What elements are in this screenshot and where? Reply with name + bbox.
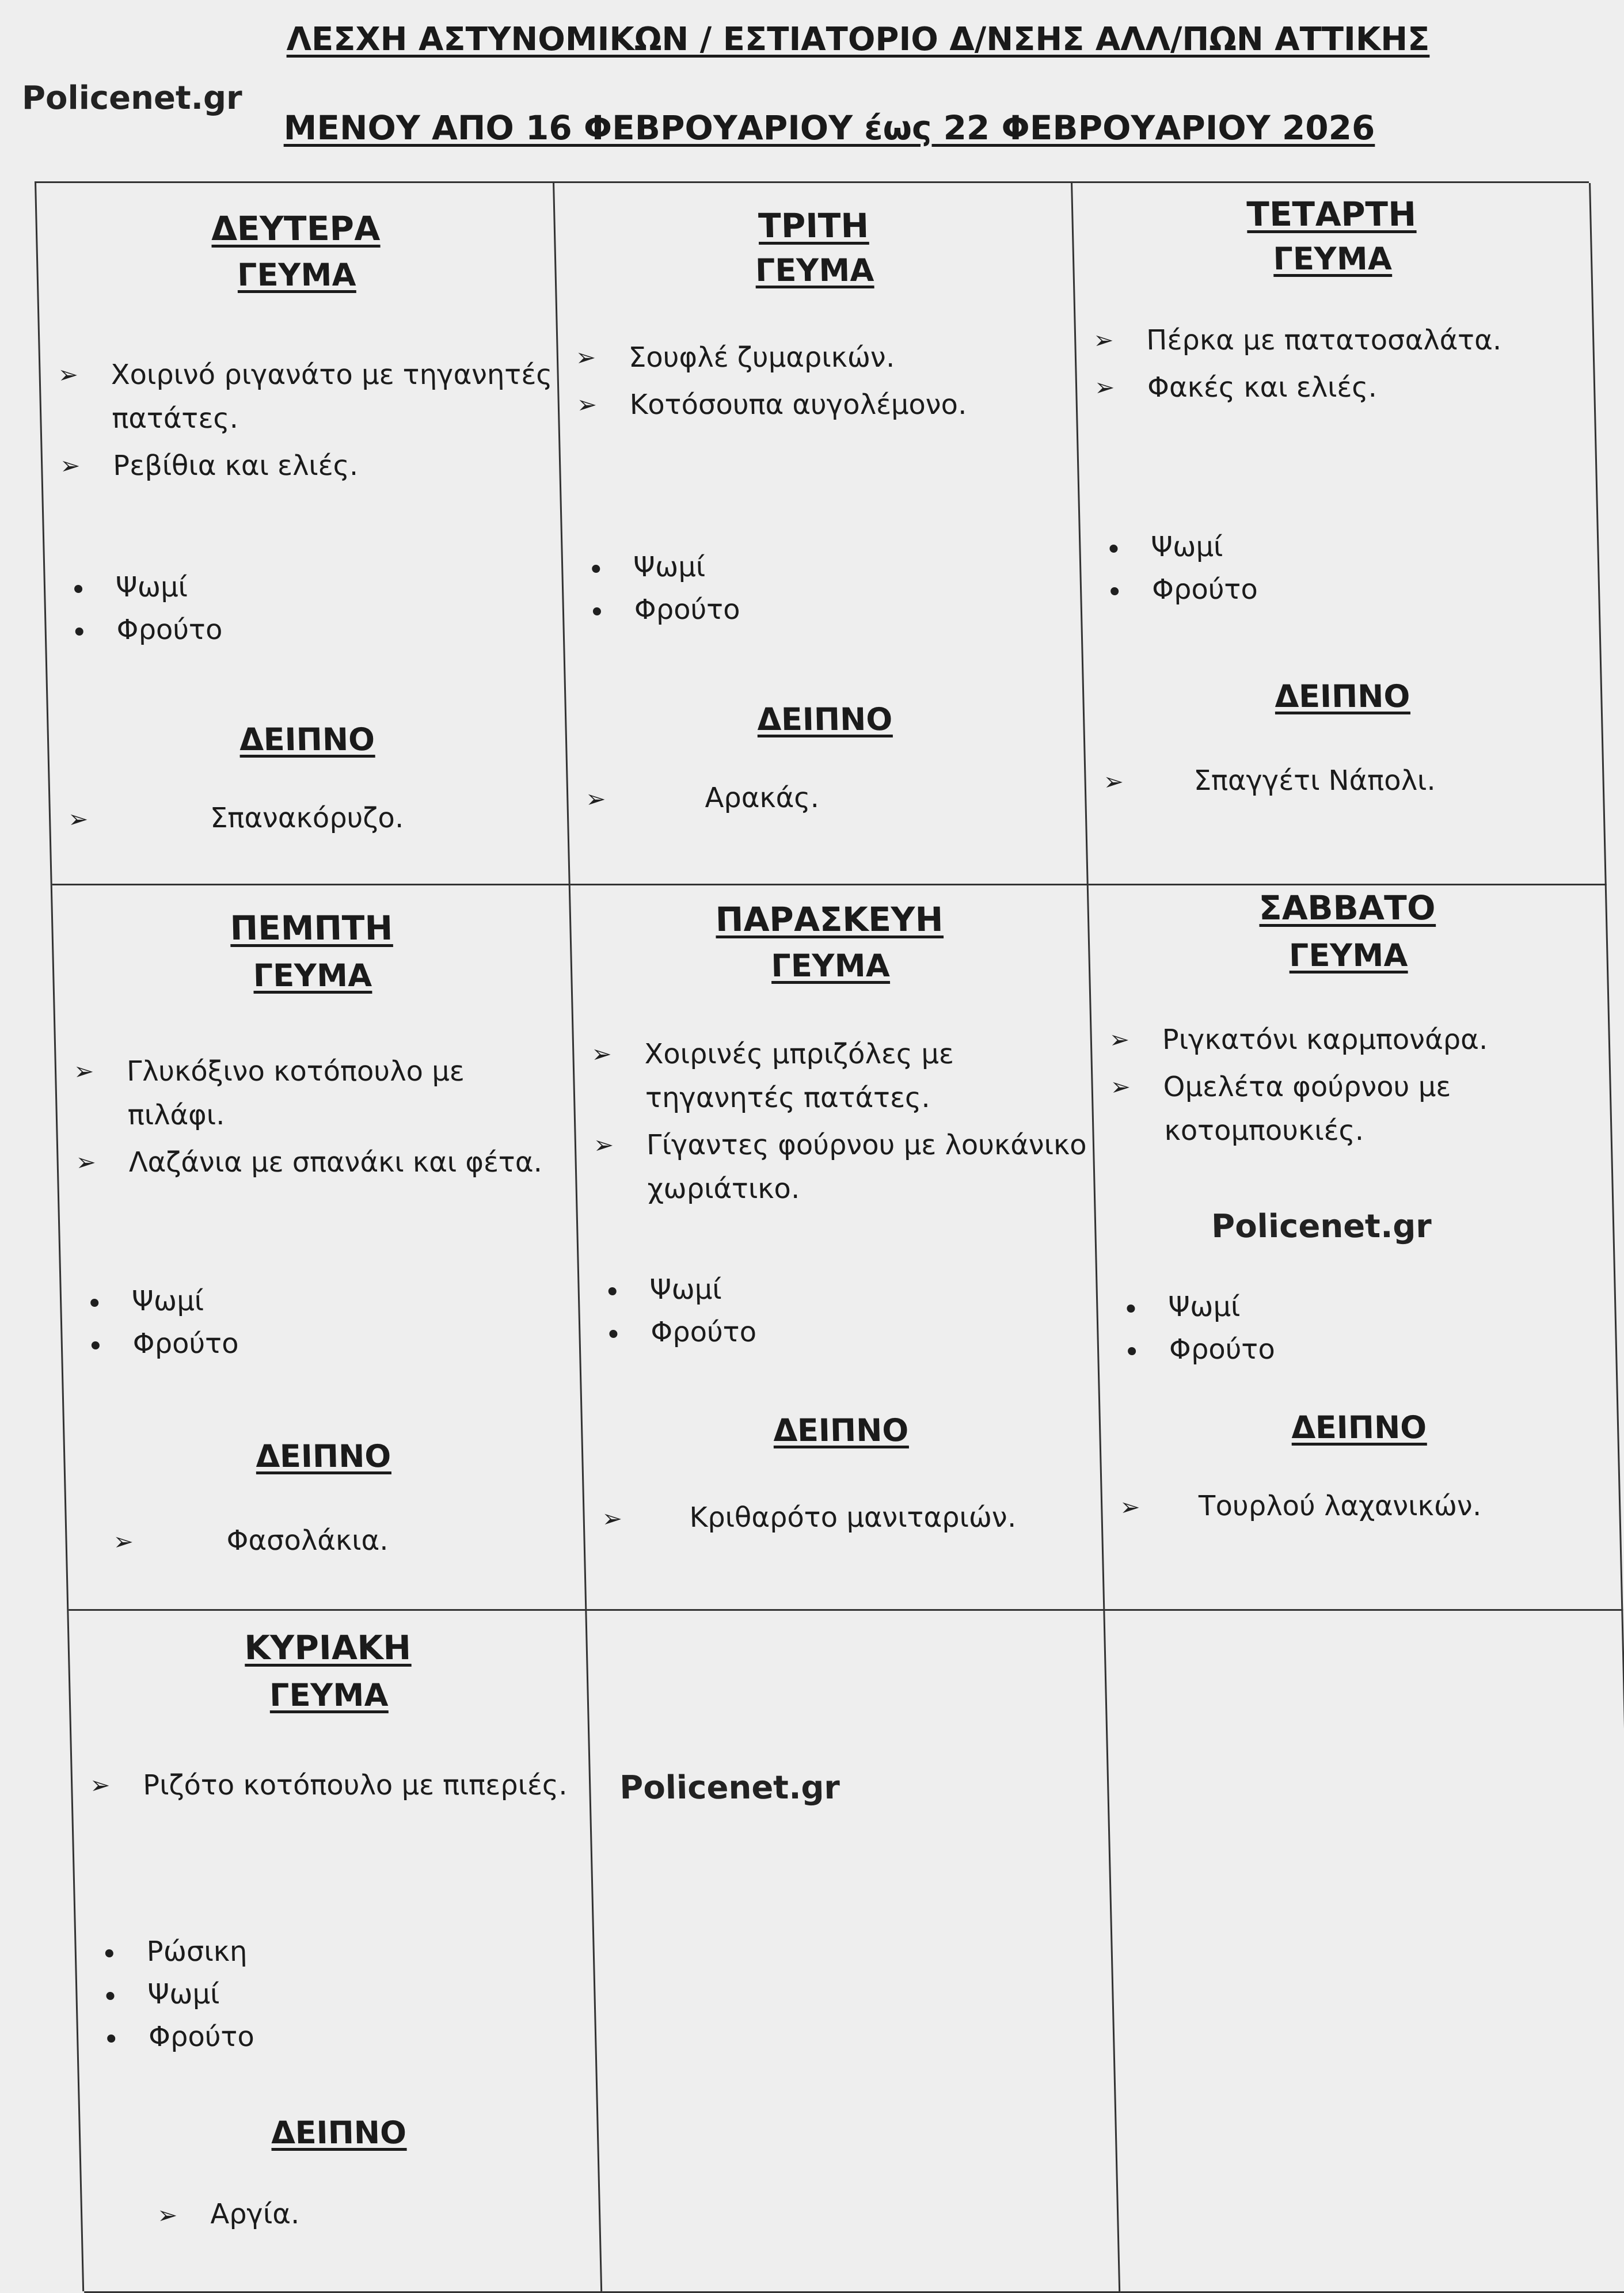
lunch-dish: ➢ Ομελέτα φούρνου με κοτομπουκιές. (1110, 1065, 1607, 1153)
arrow-bullet-icon: ➢ (585, 785, 607, 813)
dinner-dish: ➢ Τουρλού λαχανικών. (1119, 1484, 1615, 1529)
side-items (62, 566, 559, 651)
lunch-heading: ΓΕΥΜΑ (755, 252, 874, 288)
lunch-dish: ➢ Σουφλέ ζυμαρικών. (575, 336, 1071, 379)
side-item: Ψωμί (62, 566, 558, 609)
lunch-heading: ΓΕΥΜΑ (253, 957, 372, 994)
day-cell-saturday (1089, 885, 1623, 1611)
dot-bullet-icon (1128, 1347, 1136, 1355)
dinner-dish: ➢ Φασολάκια. (84, 1519, 580, 1564)
arrow-bullet-icon: ➢ (1093, 326, 1115, 354)
lunch-heading: ΓΕΥΜΑ (269, 1677, 389, 1713)
lunch-dish: ➢ Φακές και ελιές. (1094, 366, 1590, 409)
day-cell-tuesday (554, 183, 1089, 885)
side-item: Ψωμί (78, 1280, 575, 1322)
dinner-dish: ➢ Σπανακόρυζο. (67, 796, 564, 841)
lunch-dish: ➢ Πέρκα με πατατοσαλάτα. (1093, 318, 1589, 362)
day-name: ΠΕΜΠΤΗ (229, 908, 393, 948)
dinner-dish: ➢ Κριθαρότο μανιταριών. (602, 1496, 1098, 1541)
header-date-range: ΜΕΝΟΥ ΑΠΟ 16 ΦΕΒΡΟΥΑΡΙΟΥ έως 22 ΦΕΒΡΟΥΑΡΙΟΥ 2026 (283, 108, 1375, 147)
side-items (1115, 1286, 1612, 1371)
dinner-heading: ΔΕΙΠΝΟ (773, 1412, 909, 1448)
lunch-dishes (575, 336, 1072, 430)
arrow-bullet-icon: ➢ (113, 1527, 134, 1556)
dinner-dish: ➢ Αρακάς. (585, 776, 1081, 821)
arrow-bullet-icon: ➢ (89, 1771, 111, 1799)
day-cell-wednesday (1072, 183, 1607, 885)
side-items (78, 1280, 575, 1365)
watermark-sunday-row: Policenet.gr (619, 1769, 840, 1807)
dot-bullet-icon (1110, 587, 1119, 595)
day-cell-thursday (52, 885, 587, 1611)
side-item: Ψωμί (1098, 526, 1594, 568)
side-item: Φρούτο (1098, 568, 1595, 611)
side-item: Ψωμί (94, 1973, 591, 2016)
dot-bullet-icon (74, 585, 82, 593)
lunch-heading: ΓΕΥΜΑ (237, 257, 356, 293)
arrow-bullet-icon: ➢ (59, 451, 81, 480)
lunch-dish: ➢ Γλυκόξινο κοτόπουλο με πιλάφι. (73, 1049, 570, 1137)
lunch-dish: ➢ Ρεβίθια και ελιές. (59, 444, 556, 488)
lunch-heading: ΓΕΥΜΑ (770, 948, 891, 984)
dinner-heading: ΔΕΙΠΝΟ (1274, 678, 1411, 714)
lunch-dish: ➢ Ριζότο κοτόπουλο με πιπεριές. (89, 1763, 585, 1807)
lunch-dishes (1093, 318, 1590, 413)
day-name: ΤΕΤΑΡΤΗ (1246, 195, 1417, 234)
lunch-dish: ➢ Χοιρινές μπριζόλες με τηγανητές πατάτες. (591, 1032, 1088, 1120)
dot-bullet-icon (609, 1330, 617, 1338)
day-name: ΤΡΙΤΗ (758, 206, 869, 245)
dinner-dish: ➢ Σπαγγέτι Νάπολι. (1103, 759, 1599, 804)
day-name: ΔΕΥΤΕΡΑ (211, 209, 381, 248)
side-item: Ρώσικη (93, 1930, 589, 1973)
arrow-bullet-icon: ➢ (1119, 1493, 1141, 1521)
dinner-heading: ΔΕΙΠΝΟ (756, 701, 893, 737)
lunch-heading: ΓΕΥΜΑ (1272, 241, 1393, 277)
dinner-heading: ΔΕΙΠΝΟ (239, 721, 375, 758)
arrow-bullet-icon: ➢ (157, 2201, 178, 2229)
day-cell-friday (571, 885, 1105, 1611)
arrow-bullet-icon: ➢ (593, 1131, 614, 1159)
dot-bullet-icon (592, 565, 600, 573)
lunch-dishes (89, 1763, 585, 1811)
dot-bullet-icon (107, 2035, 115, 2043)
side-item: Ψωμί (1115, 1286, 1611, 1328)
side-item: Φρούτο (581, 588, 1077, 631)
arrow-bullet-icon: ➢ (73, 1057, 94, 1085)
lunch-dish: ➢ Ριγκατόνι καρμπονάρα. (1109, 1018, 1605, 1062)
dinner-heading: ΔΕΙΠΝΟ (255, 1438, 392, 1474)
side-items (93, 1930, 591, 2058)
menu-table (35, 181, 1624, 2291)
day-cell-sunday (69, 1611, 602, 2293)
header-title: ΛΕΣΧΗ ΑΣΤΥΝΟΜΙΚΩΝ / ΕΣΤΙΑΤΟΡΙΟ Δ/ΝΣΗΣ ΑΛΛ/ΠΩΝ ΑΤΤΙΚΗΣ (286, 21, 1430, 58)
arrow-bullet-icon: ➢ (575, 343, 596, 371)
side-item: Φρούτο (63, 609, 560, 651)
dot-bullet-icon (1127, 1305, 1135, 1313)
dot-bullet-icon (1109, 545, 1117, 553)
lunch-dish: ➢ Λαζάνια με σπανάκι και φέτα. (75, 1140, 572, 1184)
arrow-bullet-icon: ➢ (591, 1040, 613, 1068)
dot-bullet-icon (106, 1992, 114, 2000)
side-item: Φρούτο (1116, 1328, 1612, 1371)
dot-bullet-icon (90, 1299, 98, 1307)
dinner-heading: ΔΕΙΠΝΟ (271, 2115, 407, 2151)
empty-cell-right (1105, 1611, 1624, 2293)
side-item: Ψωμί (596, 1268, 1093, 1311)
side-items (1098, 526, 1595, 611)
dot-bullet-icon (105, 1949, 113, 1957)
day-name: ΚΥΡΙΑΚΗ (244, 1628, 412, 1667)
side-items (596, 1268, 1093, 1353)
dot-bullet-icon (75, 628, 83, 636)
side-item: Φρούτο (95, 2016, 591, 2058)
side-item: Φρούτο (79, 1322, 576, 1365)
dot-bullet-icon (92, 1341, 100, 1349)
arrow-bullet-icon: ➢ (602, 1504, 623, 1533)
dot-bullet-icon (608, 1287, 617, 1295)
day-name: ΣΑΒΒΑΤΟ (1258, 888, 1436, 927)
lunch-dish: ➢ Χοιρινό ριγανάτο με τηγανητές πατάτες. (58, 353, 554, 440)
lunch-dish: ➢ Κοτόσουπα αυγολέμονο. (576, 383, 1072, 427)
side-item: Φρούτο (598, 1311, 1094, 1353)
lunch-dishes (1109, 1018, 1607, 1156)
dinner-heading: ΔΕΙΠΝΟ (1291, 1409, 1427, 1446)
arrow-bullet-icon: ➢ (1103, 767, 1124, 796)
lunch-dish: ➢ Γίγαντες φούρνου με λουκάνικο χωριάτικο. (593, 1123, 1090, 1211)
arrow-bullet-icon: ➢ (576, 390, 598, 419)
arrow-bullet-icon: ➢ (1094, 373, 1115, 401)
day-cell-monday (36, 183, 571, 885)
day-name: ΠΑΡΑΣΚΕΥΗ (715, 900, 944, 939)
arrow-bullet-icon: ➢ (1110, 1073, 1131, 1101)
dot-bullet-icon (593, 607, 601, 615)
side-items (580, 546, 1077, 631)
arrow-bullet-icon: ➢ (58, 360, 79, 389)
watermark-saturday: Policenet.gr (1211, 1208, 1432, 1245)
lunch-heading: ΓΕΥΜΑ (1288, 937, 1408, 974)
arrow-bullet-icon: ➢ (67, 805, 89, 833)
arrow-bullet-icon: ➢ (1109, 1025, 1130, 1054)
empty-cell-middle (587, 1611, 1120, 2293)
dinner-dish: ➢ Αργία. (99, 2192, 595, 2237)
arrow-bullet-icon: ➢ (75, 1148, 97, 1176)
lunch-dishes (58, 353, 556, 491)
lunch-dishes (591, 1032, 1090, 1214)
side-item: Ψωμί (580, 546, 1076, 588)
lunch-dishes (73, 1049, 571, 1188)
watermark-top-left: Policenet.gr (22, 79, 242, 117)
